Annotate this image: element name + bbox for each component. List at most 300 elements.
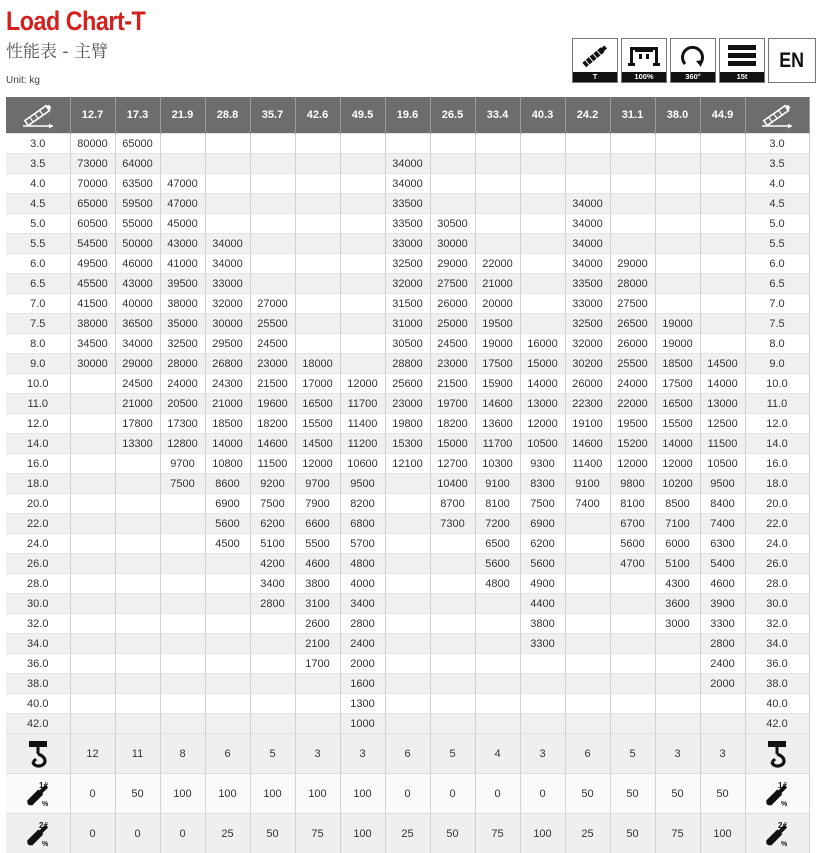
table-row [6, 234, 809, 254]
load-cell [340, 194, 385, 214]
load-cell: 11400 [565, 454, 610, 474]
load-cell [475, 174, 520, 194]
load-cell: 24000 [160, 374, 205, 394]
load-cell: 33000 [205, 274, 250, 294]
radius-cell: 32.0 [745, 614, 809, 634]
load-cell: 12000 [520, 414, 565, 434]
svg-text:1#: 1# [778, 781, 787, 790]
load-cell [295, 134, 340, 154]
table-row [6, 454, 809, 474]
load-cell: 25600 [385, 374, 430, 394]
radius-cell: 3.5 [745, 154, 809, 174]
table-row [6, 634, 809, 654]
radius-cell: 3.0 [6, 134, 70, 154]
load-cell [70, 714, 115, 734]
load-cell: 19000 [655, 334, 700, 354]
load-cell: 10300 [475, 454, 520, 474]
load-cell [295, 154, 340, 174]
load-cell [250, 194, 295, 214]
load-cell [250, 614, 295, 634]
load-cell [250, 674, 295, 694]
load-cell [115, 614, 160, 634]
load-cell: 40000 [115, 294, 160, 314]
reeving-cell: 3 [340, 734, 385, 774]
load-cell [385, 514, 430, 534]
load-cell: 24500 [115, 374, 160, 394]
load-cell: 43000 [115, 274, 160, 294]
reeving-cell: 6 [205, 734, 250, 774]
load-cell [655, 714, 700, 734]
load-cell [160, 154, 205, 174]
cyl1-cell: 0 [430, 774, 475, 814]
load-cell [385, 634, 430, 654]
load-cell: 3900 [700, 594, 745, 614]
load-cell: 38000 [160, 294, 205, 314]
boom-length-header: 24.2 [565, 97, 610, 134]
load-cell [610, 154, 655, 174]
load-cell [70, 654, 115, 674]
load-cell: 5600 [475, 554, 520, 574]
load-cell: 5400 [700, 554, 745, 574]
radius-cell: 24.0 [6, 534, 70, 554]
load-cell [565, 574, 610, 594]
counterweight-icon [720, 39, 764, 72]
boom-length-header: 21.9 [160, 97, 205, 134]
load-cell [700, 274, 745, 294]
load-cell [520, 674, 565, 694]
load-cell: 9700 [295, 474, 340, 494]
radius-cell: 11.0 [6, 394, 70, 414]
load-cell: 43000 [160, 234, 205, 254]
load-cell: 10500 [520, 434, 565, 454]
load-cell: 22000 [475, 254, 520, 274]
load-cell: 3800 [295, 574, 340, 594]
boom-length-header: 12.7 [70, 97, 115, 134]
load-cell [610, 234, 655, 254]
load-cell: 4800 [475, 574, 520, 594]
load-cell: 7100 [655, 514, 700, 534]
load-cell [160, 554, 205, 574]
load-cell: 34000 [115, 334, 160, 354]
load-cell: 3300 [520, 634, 565, 654]
boom-length-header: 38.0 [655, 97, 700, 134]
load-cell: 4800 [340, 554, 385, 574]
load-cell: 34000 [205, 234, 250, 254]
load-cell: 9500 [340, 474, 385, 494]
load-cell: 6900 [520, 514, 565, 534]
cyl2-cell: 75 [475, 814, 520, 853]
load-cell [610, 214, 655, 234]
radius-cell: 4.0 [6, 174, 70, 194]
load-cell: 33500 [385, 214, 430, 234]
load-cell [115, 554, 160, 574]
load-cell [475, 194, 520, 214]
radius-cell: 26.0 [745, 554, 809, 574]
load-cell: 10400 [430, 474, 475, 494]
radius-cell: 40.0 [745, 694, 809, 714]
load-cell: 33500 [385, 194, 430, 214]
table-row [6, 514, 809, 534]
load-cell: 8100 [475, 494, 520, 514]
reeving-cell: 5 [430, 734, 475, 774]
radius-cell: 11.0 [745, 394, 809, 414]
load-cell [700, 714, 745, 734]
load-cell: 39500 [160, 274, 205, 294]
load-cell [295, 174, 340, 194]
load-cell: 12000 [295, 454, 340, 474]
cyl1-cell: 100 [340, 774, 385, 814]
load-cell: 12000 [655, 454, 700, 474]
load-cell [70, 414, 115, 434]
load-cell [475, 634, 520, 654]
load-cell: 3300 [700, 614, 745, 634]
load-cell: 65000 [70, 194, 115, 214]
load-cell: 24300 [205, 374, 250, 394]
radius-cell: 38.0 [745, 674, 809, 694]
table-row [6, 374, 809, 394]
reeving-cell: 3 [655, 734, 700, 774]
load-cell [160, 134, 205, 154]
load-cell: 15000 [520, 354, 565, 374]
load-cell [70, 614, 115, 634]
load-cell [475, 674, 520, 694]
load-cell: 49500 [70, 254, 115, 274]
boom-length-radius-icon [6, 97, 70, 134]
load-cell: 26000 [430, 294, 475, 314]
load-cell: 26800 [205, 354, 250, 374]
load-cell [250, 274, 295, 294]
load-cell: 63500 [115, 174, 160, 194]
load-cell [700, 314, 745, 334]
load-cell: 73000 [70, 154, 115, 174]
load-cell: 12700 [430, 454, 475, 474]
cylinder-1-row [6, 774, 809, 814]
radius-cell: 5.0 [745, 214, 809, 234]
load-cell: 13300 [115, 434, 160, 454]
load-cell [520, 214, 565, 234]
load-cell: 1000 [340, 714, 385, 734]
load-cell: 21000 [475, 274, 520, 294]
load-cell: 8700 [430, 494, 475, 514]
load-cell: 30000 [70, 354, 115, 374]
radius-cell: 36.0 [6, 654, 70, 674]
load-cell: 34000 [565, 214, 610, 234]
load-cell: 26500 [610, 314, 655, 334]
radius-cell: 42.0 [6, 714, 70, 734]
load-cell [115, 514, 160, 534]
table-row [6, 174, 809, 194]
cyl1-cell: 0 [475, 774, 520, 814]
boom-length-header-row [6, 97, 809, 134]
load-cell [340, 214, 385, 234]
load-cell: 5600 [205, 514, 250, 534]
language-toggle[interactable] [768, 38, 816, 83]
load-cell: 13600 [475, 414, 520, 434]
load-cell [250, 694, 295, 714]
radius-cell: 30.0 [745, 594, 809, 614]
load-cell: 8300 [520, 474, 565, 494]
load-cell: 31000 [385, 314, 430, 334]
load-cell [700, 154, 745, 174]
boom-length-header: 49.5 [340, 97, 385, 134]
load-cell: 16000 [520, 334, 565, 354]
reeving-cell: 3 [520, 734, 565, 774]
rotation-360-icon [671, 39, 715, 72]
load-cell [565, 154, 610, 174]
load-cell: 18000 [295, 354, 340, 374]
table-row [6, 674, 809, 694]
load-cell: 47000 [160, 174, 205, 194]
load-cell [70, 494, 115, 514]
load-cell [250, 714, 295, 734]
table-row [6, 394, 809, 414]
load-cell: 6200 [250, 514, 295, 534]
load-cell: 14000 [520, 374, 565, 394]
rotation-label: 360° [671, 72, 715, 82]
load-cell [250, 154, 295, 174]
load-cell [250, 654, 295, 674]
load-cell: 4900 [520, 574, 565, 594]
radius-cell: 9.0 [745, 354, 809, 374]
load-cell [430, 674, 475, 694]
svg-text:%: % [42, 841, 49, 848]
radius-cell: 7.0 [6, 294, 70, 314]
load-cell: 3000 [655, 614, 700, 634]
load-cell: 24500 [250, 334, 295, 354]
load-cell: 7400 [565, 494, 610, 514]
load-cell: 26000 [610, 334, 655, 354]
load-cell: 8100 [610, 494, 655, 514]
cyl1-cell: 0 [70, 774, 115, 814]
load-cell: 38000 [70, 314, 115, 334]
table-row [6, 134, 809, 154]
boom-length-header: 35.7 [250, 97, 295, 134]
load-cell: 4700 [610, 554, 655, 574]
load-cell [655, 274, 700, 294]
load-cell: 14500 [295, 434, 340, 454]
load-cell: 4000 [340, 574, 385, 594]
load-cell [565, 134, 610, 154]
load-cell [475, 714, 520, 734]
boom-length-header: 33.4 [475, 97, 520, 134]
reeving-cell: 12 [70, 734, 115, 774]
radius-cell: 20.0 [6, 494, 70, 514]
load-cell: 17800 [115, 414, 160, 434]
load-cell: 64000 [115, 154, 160, 174]
load-cell [565, 534, 610, 554]
radius-cell: 6.5 [6, 274, 70, 294]
load-cell [610, 694, 655, 714]
load-cell: 30000 [205, 314, 250, 334]
load-cell [115, 634, 160, 654]
load-cell: 16500 [655, 394, 700, 414]
load-cell: 25000 [430, 314, 475, 334]
load-cell [115, 694, 160, 714]
load-cell [250, 254, 295, 274]
load-cell [655, 694, 700, 714]
load-cell: 4600 [700, 574, 745, 594]
load-cell [205, 194, 250, 214]
load-cell [340, 154, 385, 174]
radius-cell: 4.0 [745, 174, 809, 194]
radius-cell: 7.0 [745, 294, 809, 314]
load-cell: 14500 [700, 354, 745, 374]
radius-cell: 40.0 [6, 694, 70, 714]
rotation-badge [670, 38, 716, 83]
boom-length-header: 17.3 [115, 97, 160, 134]
load-cell [610, 634, 655, 654]
load-cell: 6600 [295, 514, 340, 534]
load-cell [250, 214, 295, 234]
load-cell: 23000 [385, 394, 430, 414]
boom-length-header: 28.8 [205, 97, 250, 134]
language-label: EN [780, 49, 805, 73]
load-cell [295, 194, 340, 214]
load-cell [610, 594, 655, 614]
load-cell: 13000 [520, 394, 565, 414]
radius-cell: 6.0 [745, 254, 809, 274]
load-cell: 7900 [295, 494, 340, 514]
load-cell [340, 274, 385, 294]
load-cell [205, 214, 250, 234]
load-cell: 24500 [430, 334, 475, 354]
load-cell [565, 554, 610, 574]
load-cell [430, 534, 475, 554]
load-cell: 34000 [205, 254, 250, 274]
load-cell [520, 254, 565, 274]
load-cell [205, 174, 250, 194]
load-cell: 36500 [115, 314, 160, 334]
load-cell: 45500 [70, 274, 115, 294]
load-cell [115, 594, 160, 614]
cylinder-2-row [6, 814, 809, 853]
load-cell: 10600 [340, 454, 385, 474]
load-cell [610, 194, 655, 214]
load-cell [70, 534, 115, 554]
load-cell [340, 354, 385, 374]
load-cell [520, 274, 565, 294]
radius-cell: 22.0 [6, 514, 70, 534]
load-cell [565, 674, 610, 694]
table-row [6, 214, 809, 234]
cyl1-cell: 50 [610, 774, 655, 814]
load-cell [700, 254, 745, 274]
load-cell [340, 134, 385, 154]
page-title: Load Chart-T [6, 6, 145, 36]
load-cell [520, 234, 565, 254]
radius-cell: 24.0 [745, 534, 809, 554]
load-cell: 34000 [385, 174, 430, 194]
load-cell: 5100 [655, 554, 700, 574]
cyl2-cell: 100 [520, 814, 565, 853]
load-cell [520, 714, 565, 734]
radius-cell: 16.0 [6, 454, 70, 474]
load-cell [340, 294, 385, 314]
load-cell [205, 594, 250, 614]
telescopic-cylinder-2-percent-icon [6, 814, 70, 853]
load-cell: 4300 [655, 574, 700, 594]
load-cell [655, 214, 700, 234]
load-cell: 32500 [565, 314, 610, 334]
reeving-cell: 3 [700, 734, 745, 774]
hook-reeving-row [6, 734, 809, 774]
load-cell [70, 554, 115, 574]
load-cell [385, 494, 430, 514]
load-cell [160, 654, 205, 674]
load-cell [205, 574, 250, 594]
svg-text:2#: 2# [39, 821, 48, 830]
load-cell [700, 174, 745, 194]
load-cell [295, 314, 340, 334]
load-cell [115, 714, 160, 734]
load-cell: 15500 [295, 414, 340, 434]
load-cell: 14600 [565, 434, 610, 454]
load-cell [430, 174, 475, 194]
load-cell [70, 574, 115, 594]
radius-cell: 42.0 [745, 714, 809, 734]
load-cell: 21000 [115, 394, 160, 414]
load-cell: 17300 [160, 414, 205, 434]
load-cell [610, 574, 655, 594]
load-cell [385, 694, 430, 714]
load-cell [385, 614, 430, 634]
load-cell [70, 674, 115, 694]
load-cell: 18200 [250, 414, 295, 434]
load-cell: 19100 [565, 414, 610, 434]
table-row [6, 274, 809, 294]
load-cell [295, 714, 340, 734]
load-cell: 19000 [475, 334, 520, 354]
load-cell: 5100 [250, 534, 295, 554]
load-cell: 41500 [70, 294, 115, 314]
load-cell: 2600 [295, 614, 340, 634]
load-cell [700, 334, 745, 354]
reeving-cell: 3 [295, 734, 340, 774]
radius-cell: 12.0 [745, 414, 809, 434]
load-cell: 54500 [70, 234, 115, 254]
load-cell: 22000 [610, 394, 655, 414]
table-row [6, 614, 809, 634]
hook-reeving-icon [745, 734, 809, 774]
svg-text:%: % [781, 841, 788, 848]
load-cell [655, 254, 700, 274]
load-cell: 60500 [70, 214, 115, 234]
load-cell [565, 714, 610, 734]
table-row [6, 414, 809, 434]
load-cell [115, 654, 160, 674]
radius-cell: 32.0 [6, 614, 70, 634]
load-cell: 21000 [205, 394, 250, 414]
load-cell [70, 454, 115, 474]
load-cell: 34000 [385, 154, 430, 174]
load-cell [475, 594, 520, 614]
load-cell: 70000 [70, 174, 115, 194]
load-cell: 8500 [655, 494, 700, 514]
load-cell [160, 674, 205, 694]
load-cell: 32000 [205, 294, 250, 314]
load-cell: 33000 [385, 234, 430, 254]
load-cell: 10200 [655, 474, 700, 494]
load-cell: 18500 [655, 354, 700, 374]
load-cell [160, 534, 205, 554]
load-cell: 11700 [475, 434, 520, 454]
load-cell [565, 614, 610, 634]
load-cell [385, 134, 430, 154]
load-cell [160, 714, 205, 734]
load-cell [160, 634, 205, 654]
load-cell: 19500 [610, 414, 655, 434]
load-cell [610, 714, 655, 734]
